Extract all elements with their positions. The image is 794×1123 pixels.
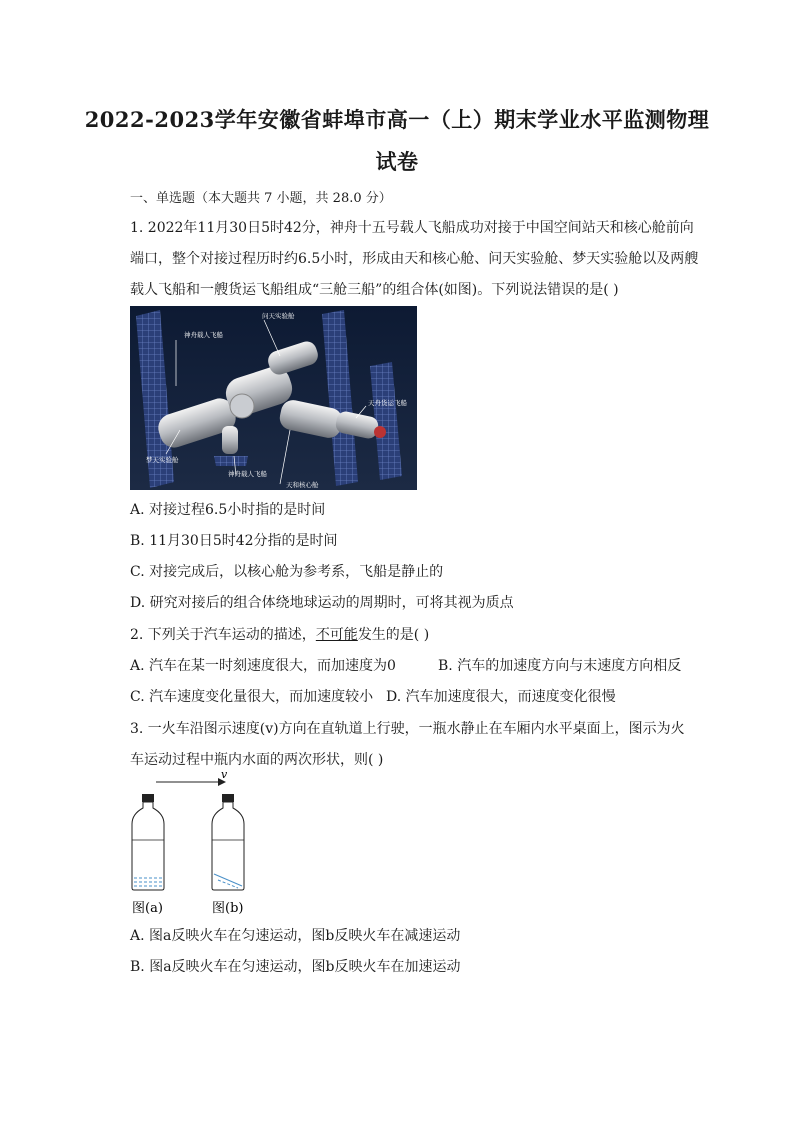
q2-option-d: D. 汽车加速度很大，而速度变化很慢 <box>386 689 616 705</box>
label-tianzhou: 天舟货运飞船 <box>368 399 407 407</box>
q3-stem-line1: 3. 一火车沿图示速度(v)方向在直轨道上行驶，一瓶水静止在车厢内水平桌面上，图示为火 <box>130 721 685 737</box>
space-station-figure <box>130 306 417 490</box>
caption-fig-a: 图(a) <box>132 901 163 916</box>
label-shenzhou-a: 神舟载人飞船 <box>184 331 223 339</box>
q2-option-c: C. 汽车速度变化量很大，而加速度较小 <box>130 689 374 705</box>
q1-option-a: A. 对接过程6.5小时指的是时间 <box>130 502 326 518</box>
section-heading: 一、单选题（本大题共 7 小题，共 28.0 分） <box>130 191 392 206</box>
q2-stem <box>130 624 700 644</box>
q3-option-a: A. 图a反映火车在匀速运动，图b反映火车在减速运动 <box>130 928 461 944</box>
q1-stem-line3: 载人飞船和一艘货运飞船组成“三舱三船”的组合体(如图)。下列说法错误的是( ) <box>130 282 619 298</box>
q2-option-b: B. 汽车的加速度方向与末速度方向相反 <box>438 658 682 674</box>
page-title-continued: 试卷 <box>375 149 419 174</box>
q3-option-b: B. 图a反映火车在匀速运动，图b反映火车在加速运动 <box>130 959 461 975</box>
q1-option-b: B. 11月30日5时42分指的是时间 <box>130 533 338 549</box>
q2-stem-emphasis: 不可能 <box>315 627 358 643</box>
label-shenzhou-b: 神舟载人飞船 <box>228 470 267 478</box>
q1-option-d: D. 研究对接后的组合体绕地球运动的周期时，可将其视为质点 <box>130 595 514 611</box>
q1-stem-line1: 1. 2022年11月30日5时42分，神舟十五号载人飞船成功对接于中国空间站天和核心舱前向 <box>130 220 694 236</box>
label-tianhe: 天和核心舱 <box>286 481 319 489</box>
bottle-a <box>132 794 164 890</box>
bottle-b <box>212 794 244 890</box>
q1-option-c: C. 对接完成后，以核心舱为参考系，飞船是静止的 <box>130 564 444 580</box>
page-title: 2022-2023学年安徽省蚌埠市高一（上）期末学业水平监测物理 <box>84 107 710 132</box>
q2-stem-prefix: 2. 下列关于汽车运动的描述， <box>130 627 316 643</box>
q3-stem-line2: 车运动过程中瓶内水面的两次形状，则( ) <box>130 752 384 768</box>
label-wentian: 问天实验舱 <box>262 312 295 320</box>
velocity-label: v <box>221 768 228 781</box>
bottles-figure <box>126 768 286 918</box>
caption-fig-b: 图(b) <box>212 901 244 916</box>
label-mengtian: 梦天实验舱 <box>146 456 179 464</box>
q2-stem-suffix: 发生的是( ) <box>357 627 430 643</box>
q1-stem-line2: 端口，整个对接过程历时约6.5小时，形成由天和核心舱、问天实验舱、梦天实验舱以及两艘 <box>130 251 699 267</box>
q2-option-a: A. 汽车在某一时刻速度很大，而加速度为0 <box>130 658 396 674</box>
